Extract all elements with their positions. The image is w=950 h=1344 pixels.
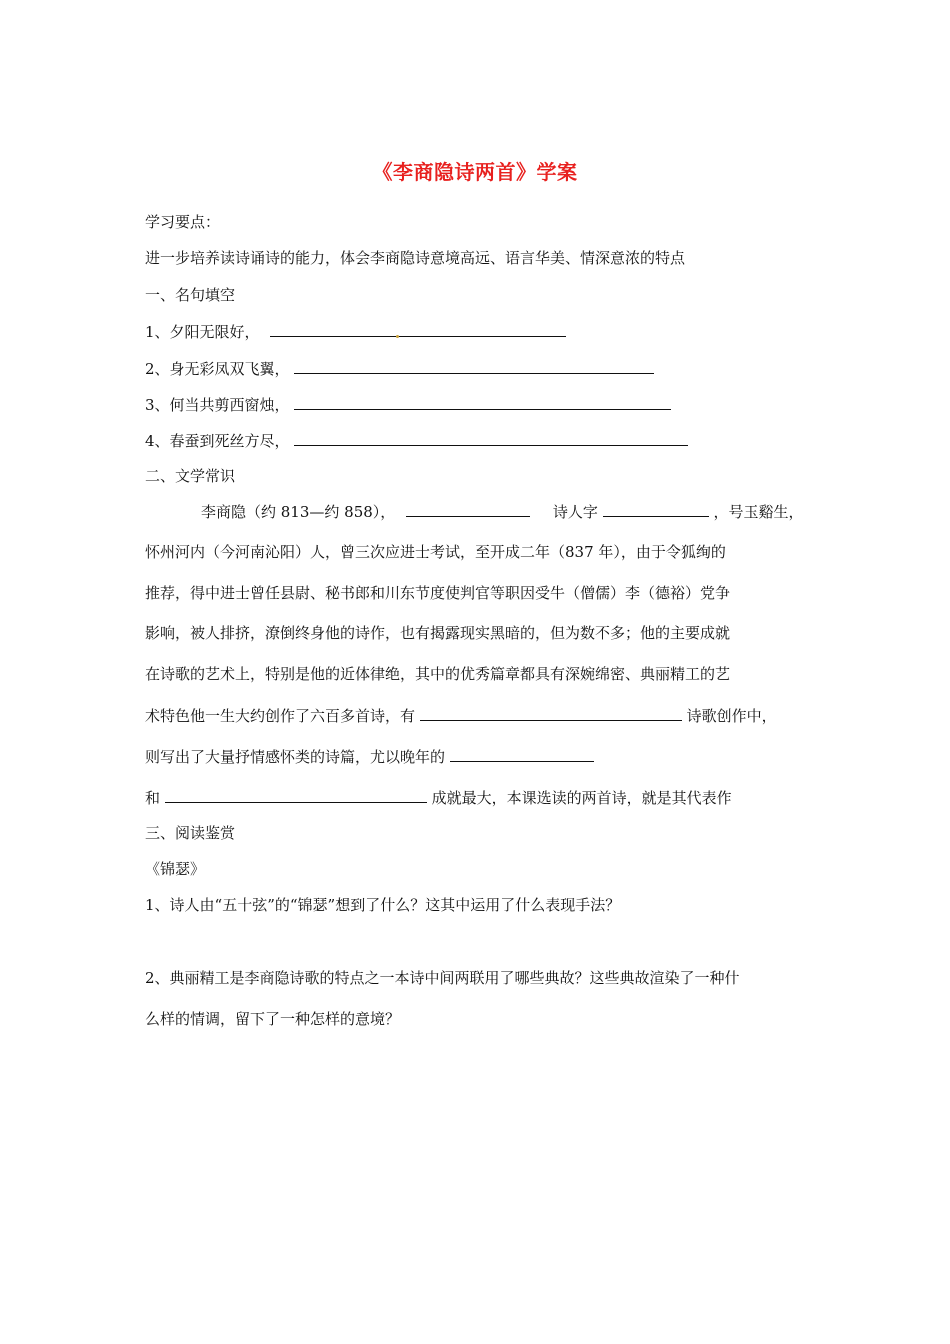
fill-item-3-text: 3、何当共剪西窗烛， [145, 396, 290, 414]
bio-line-6 [145, 704, 777, 727]
bio-blank-4[interactable] [450, 745, 594, 762]
bio-line-1 [201, 500, 803, 523]
bio-line-8-a: 和 [145, 789, 161, 807]
bio-blank-5[interactable] [165, 786, 427, 803]
fill-item-4-text: 4、春蚕到死丝方尽， [145, 432, 290, 450]
bio-line-3: 推荐，得中进士曾任县尉、秘书郎和川东节度使判官等职因受牛（僧儒）李（德裕）党争 [145, 584, 731, 602]
fill-item-3 [145, 393, 671, 416]
fill-blank-3[interactable] [294, 393, 671, 410]
bio-line-7 [145, 745, 594, 768]
bio-line-1-b: 诗人字 [552, 503, 598, 521]
bio-blank-3[interactable] [420, 704, 682, 721]
study-points-text: 进一步培养读诗诵诗的能力，体会李商隐诗意境高远、语言华美、情深意浓的特点 [145, 249, 686, 267]
bio-line-8 [145, 786, 732, 809]
question-2-line-2: 么样的情调，留下了一种怎样的意境？ [145, 1010, 401, 1028]
fill-item-2-text: 2、身无彩凤双飞翼， [145, 360, 290, 378]
question-1: 1、诗人由“五十弦”的“锦瑟”想到了什么？这其中运用了什么表现手法？ [145, 896, 621, 914]
bio-line-2: 怀州河内（今河南沁阳）人，曾三次应进士考试，至开成二年（837 年），由于令狐绚的 [145, 543, 726, 561]
bio-line-6-a: 术特色他一生大约创作了六百多首诗，有 [145, 707, 416, 725]
fill-item-4 [145, 429, 688, 452]
bio-line-8-b: 成就最大，本课选读的两首诗，就是其代表作 [431, 789, 732, 807]
fill-blank-1[interactable] [270, 320, 566, 337]
section1-heading: 一、名句填空 [145, 286, 236, 304]
bio-line-4: 影响，被人排挤，潦倒终身他的诗作，也有揭露现实黑暗的，但为数不多；他的主要成就 [145, 624, 731, 642]
bio-line-5: 在诗歌的艺术上，特别是他的近体律绝，其中的优秀篇章都具有深婉绵密、典丽精工的艺 [145, 665, 731, 683]
bio-blank-1[interactable] [406, 500, 530, 517]
study-points-label: 学习要点： [145, 213, 221, 231]
bio-line-7-text: 则写出了大量抒情感怀类的诗篇，尤以晚年的 [145, 748, 446, 766]
bio-line-1-c: ，号玉谿生， [713, 503, 804, 521]
poem-title: 《锦瑟》 [145, 860, 206, 878]
bio-line-6-b: 诗歌创作中， [686, 707, 777, 725]
fill-item-1 [145, 320, 566, 343]
stray-mark [396, 335, 399, 338]
fill-item-2 [145, 357, 654, 380]
fill-blank-2[interactable] [294, 357, 654, 374]
question-2-line-1: 2、典丽精工是李商隐诗歌的特点之一本诗中间两联用了哪些典故？这些典故渲染了一种什 [145, 969, 740, 987]
fill-item-1-text: 1、夕阳无限好， [145, 323, 260, 341]
fill-blank-4[interactable] [294, 429, 688, 446]
bio-blank-2[interactable] [603, 500, 709, 517]
bio-line-1-a: 李商隐（约 813—约 858）， [201, 503, 396, 521]
section2-heading: 二、文学常识 [145, 467, 236, 485]
document-title: 《李商隐诗两首》学案 [372, 160, 578, 184]
section3-heading: 三、阅读鉴赏 [145, 824, 236, 842]
